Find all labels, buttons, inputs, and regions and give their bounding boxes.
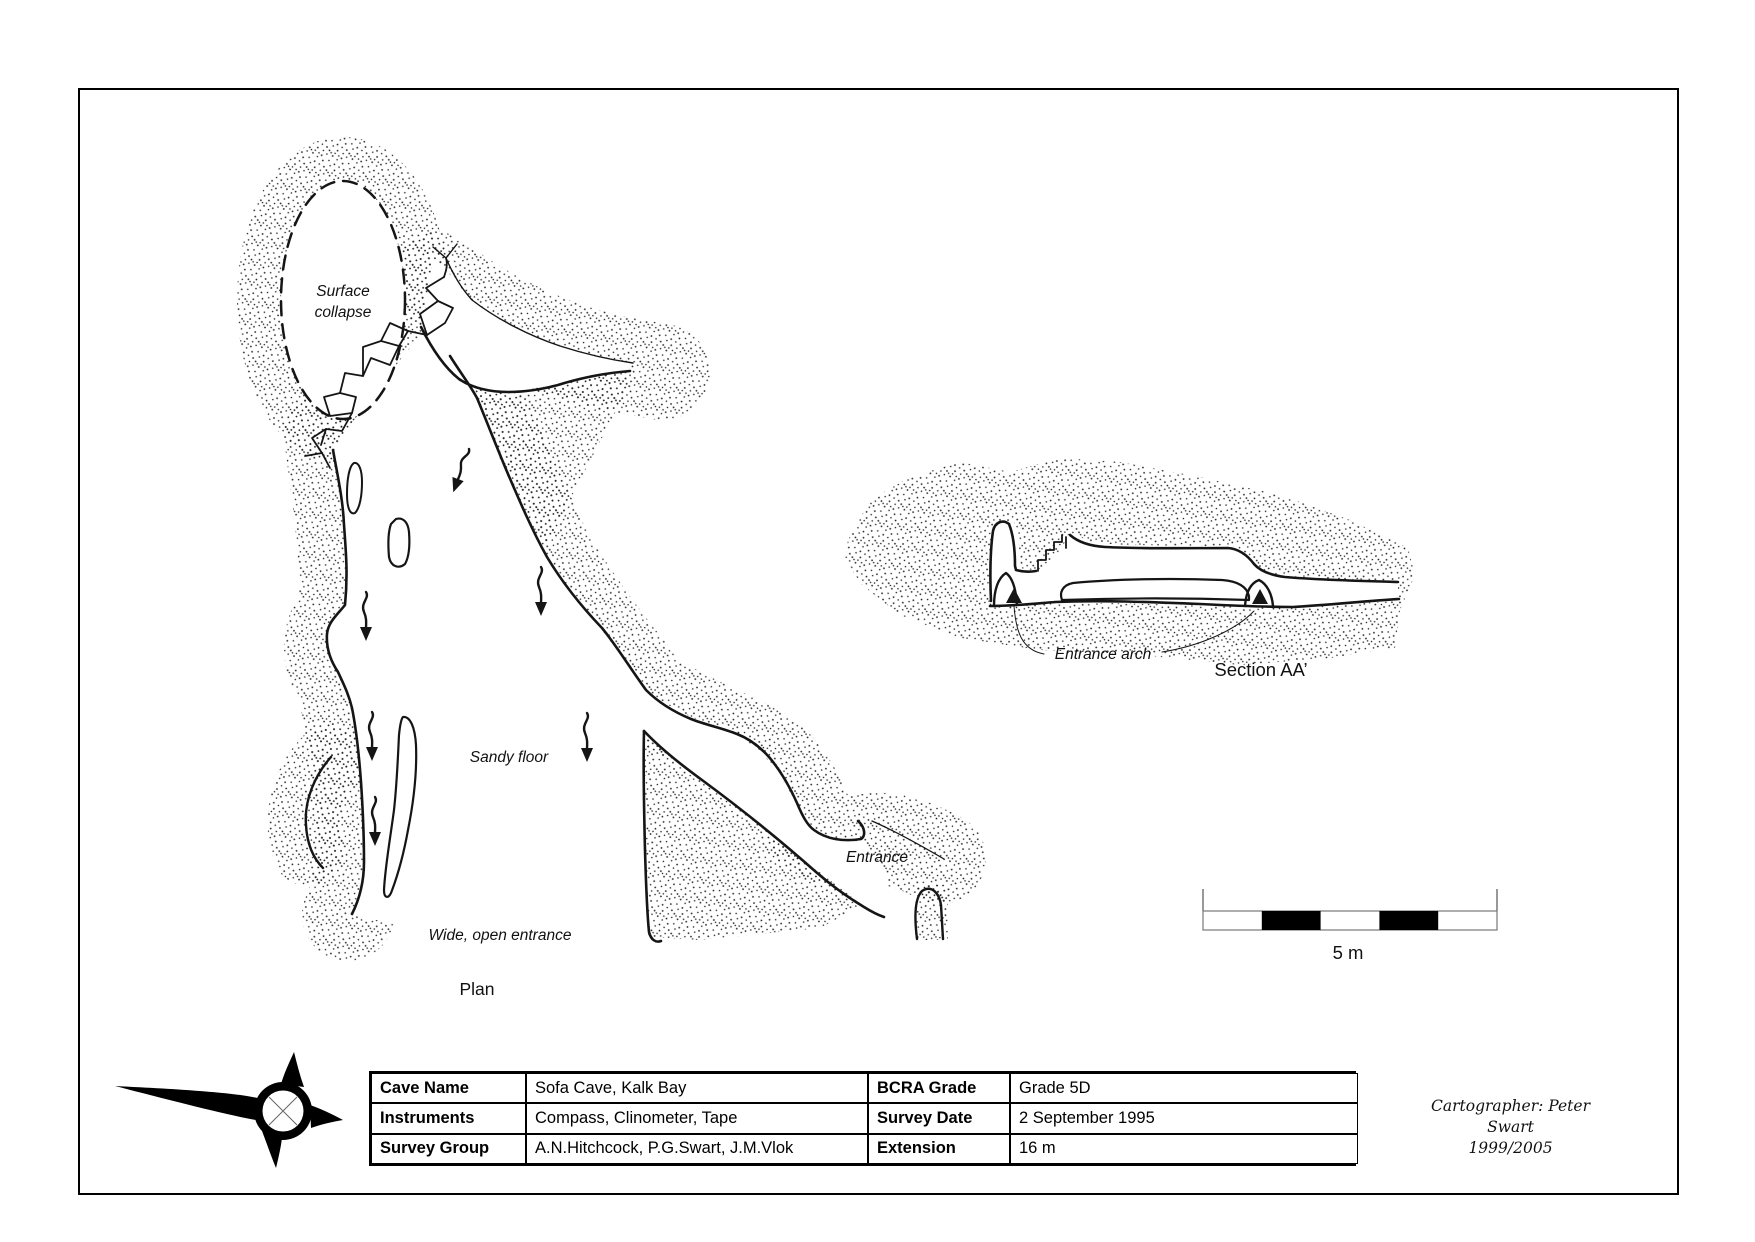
survey-info-table (369, 1071, 1356, 1166)
surface-collapse-label-line2: collapse (314, 304, 372, 321)
instruments-value: Compass, Clinometer, Tape (526, 1103, 868, 1133)
cave-name-value: Sofa Cave, Kalk Bay (526, 1073, 868, 1103)
scale-bar-tick (1203, 889, 1497, 911)
survey-date-label: Survey Date (868, 1103, 1010, 1133)
entrance-label: Entrance (845, 849, 909, 866)
wide-open-entrance-label: Wide, open entrance (428, 927, 572, 944)
survey-group-value: A.N.Hitchcock, P.G.Swart, J.M.Vlok (526, 1134, 868, 1164)
cartographer-name: Cartographer: Peter Swart (1431, 1097, 1590, 1136)
bcra-grade-value: Grade 5D (1010, 1073, 1358, 1103)
bcra-grade-label: BCRA Grade (868, 1073, 1010, 1103)
scale-bar (1203, 889, 1497, 930)
survey-date-value: 2 September 1995 (1010, 1103, 1358, 1133)
sandy-floor-label: Sandy floor (469, 749, 549, 766)
scale-bar-label: 5 m (1332, 942, 1364, 963)
cartographer-years: 1999/2005 (1468, 1139, 1553, 1157)
cave-name-label: Cave Name (371, 1073, 526, 1103)
section-title: Section AA’ (1214, 659, 1308, 680)
survey-group-label: Survey Group (371, 1134, 526, 1164)
extension-label: Extension (868, 1134, 1010, 1164)
instruments-label: Instruments (371, 1103, 526, 1133)
plan-title: Plan (459, 979, 495, 999)
surface-collapse-label-line1: Surface (316, 283, 370, 300)
entrance-arch-label: Entrance arch (1054, 646, 1152, 663)
north-arrow-icon (115, 1052, 343, 1168)
cartographer-credit (1408, 1096, 1613, 1159)
extension-value: 16 m (1010, 1134, 1358, 1164)
